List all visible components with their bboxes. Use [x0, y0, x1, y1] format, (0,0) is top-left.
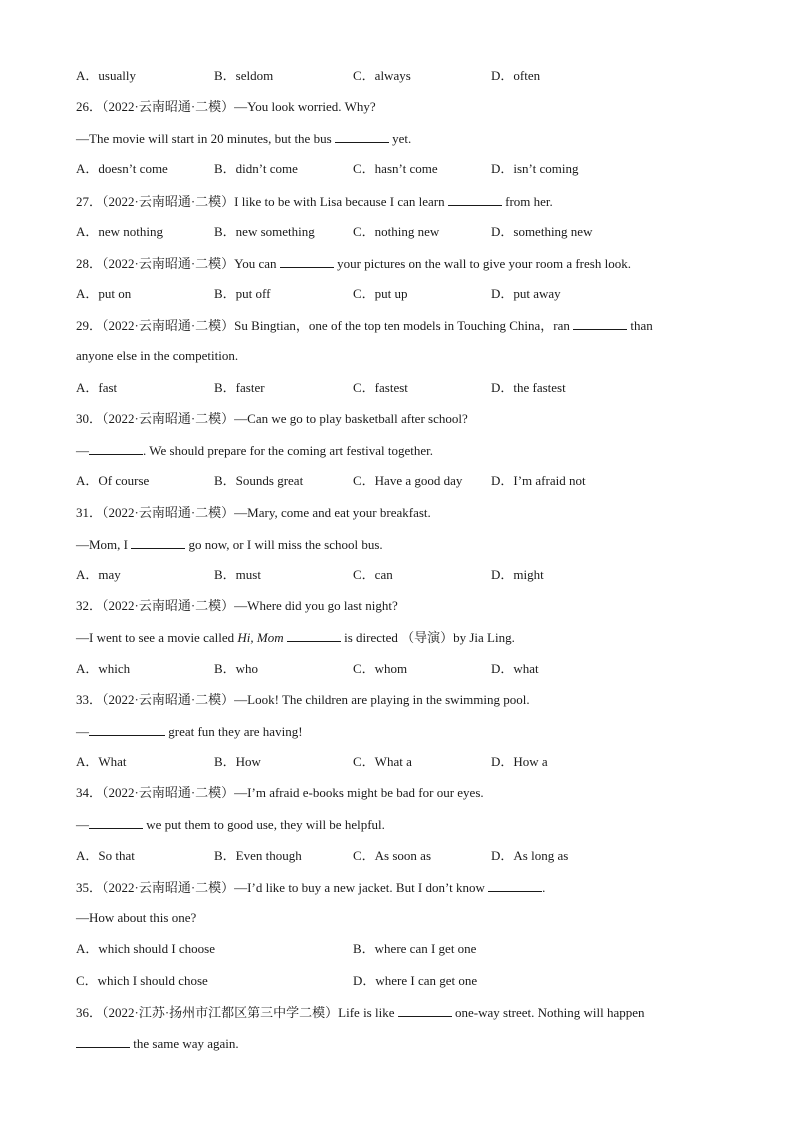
option-d[interactable]: D．I’m afraid not	[491, 473, 586, 488]
option-d[interactable]: D．the fastest	[491, 380, 566, 395]
option-d[interactable]: D．often	[491, 68, 541, 83]
question-stem	[76, 598, 398, 614]
option-b[interactable]: B．must	[214, 567, 261, 582]
option-d[interactable]: D．might	[491, 567, 544, 582]
question-text: —You look worried. Why?	[234, 99, 376, 114]
answer-blank[interactable]	[89, 723, 165, 736]
question-text: —I’m afraid e-books might be bad for our eyes.	[234, 785, 484, 800]
option-b[interactable]: B．Even though	[214, 848, 302, 863]
option-d[interactable]: D．what	[491, 661, 539, 676]
question-stem	[76, 785, 484, 801]
question-text: —How about this one?	[76, 910, 197, 925]
question-number: 35．（2022·云南昭通·二模）	[76, 880, 235, 895]
question-text: Su Bingtian，one of the top ten models in Touching China，ran	[234, 318, 570, 333]
option-c[interactable]: C．fastest	[353, 380, 408, 395]
question-number: 36．（2022·江苏·扬州市江都区第三中学二模）	[76, 1005, 339, 1020]
answer-blank[interactable]	[448, 193, 502, 206]
question-text: —	[76, 443, 89, 458]
question-text: we put them to good use, they will be helpful.	[146, 817, 385, 832]
question-stem	[76, 193, 553, 210]
question-number: 32．（2022·云南昭通·二模）	[76, 598, 235, 613]
question-text: . We should prepare for the coming art festival together.	[143, 443, 434, 458]
question-number: 33．（2022·云南昭通·二模）	[76, 692, 235, 707]
answer-blank[interactable]	[89, 442, 143, 455]
option-c[interactable]: C．As soon as	[353, 848, 432, 863]
answer-blank[interactable]	[398, 1004, 452, 1017]
option-a[interactable]: A．doesn’t come	[76, 161, 168, 176]
option-a[interactable]: A．usually	[76, 68, 136, 83]
question-text: is directed （导演）by Jia Ling.	[344, 630, 515, 645]
question-line	[76, 442, 433, 459]
question-text: —Mary, come and eat your breakfast.	[234, 505, 431, 520]
question-number: 34．（2022·云南昭通·二模）	[76, 785, 235, 800]
question-text: great fun they are having!	[168, 724, 303, 739]
question-text: —Look! The children are playing in the swimming pool.	[234, 692, 530, 707]
option-b[interactable]: B．new something	[214, 224, 315, 239]
question-text: your pictures on the wall to give your room a fresh look.	[337, 256, 631, 271]
option-a[interactable]: A．which	[76, 661, 131, 676]
question-line	[76, 348, 238, 364]
answer-blank[interactable]	[89, 816, 143, 829]
option-a[interactable]: A．new nothing	[76, 224, 164, 239]
option-b[interactable]: B．Sounds great	[214, 473, 304, 488]
question-line	[76, 1035, 239, 1052]
question-text: —Mom, I	[76, 537, 128, 552]
question-text: —I went to see a movie called	[76, 630, 235, 645]
question-text: than	[630, 318, 653, 333]
option-c[interactable]: C．nothing new	[353, 224, 440, 239]
option-a[interactable]: A．So that	[76, 848, 135, 863]
option-b[interactable]: B．didn’t come	[214, 161, 298, 176]
question-text: the same way again.	[133, 1036, 239, 1051]
option-d[interactable]: D．something new	[491, 224, 593, 239]
question-line	[76, 723, 303, 740]
option-b[interactable]: B．seldom	[214, 68, 274, 83]
question-number: 27．（2022·云南昭通·二模）	[76, 194, 235, 209]
option-c[interactable]: C．which I should chose	[76, 973, 208, 988]
option-d[interactable]: D．isn’t coming	[491, 161, 579, 176]
question-stem	[76, 1004, 645, 1021]
question-line	[76, 536, 383, 553]
question-number: 28．（2022·云南昭通·二模）	[76, 256, 235, 271]
option-c[interactable]: C．always	[353, 68, 411, 83]
question-stem	[76, 692, 530, 708]
option-b[interactable]: B．How	[214, 754, 261, 769]
question-line	[76, 910, 196, 926]
answer-blank[interactable]	[488, 879, 542, 892]
question-stem	[76, 99, 376, 115]
option-b[interactable]: B．faster	[214, 380, 265, 395]
question-number: 29．（2022·云南昭通·二模）	[76, 318, 235, 333]
option-a[interactable]: A．put on	[76, 286, 132, 301]
question-stem	[76, 879, 545, 896]
question-line	[76, 130, 411, 147]
question-stem	[76, 505, 431, 521]
option-c[interactable]: C．hasn’t come	[353, 161, 438, 176]
answer-blank[interactable]	[573, 317, 627, 330]
option-c[interactable]: C．can	[353, 567, 393, 582]
option-c[interactable]: C．put up	[353, 286, 408, 301]
question-text: —	[76, 817, 89, 832]
question-text: one-way street. Nothing will happen	[455, 1005, 645, 1020]
question-text: —Can we go to play basketball after school?	[234, 411, 468, 426]
answer-blank[interactable]	[335, 130, 389, 143]
question-line	[76, 816, 385, 833]
option-a[interactable]: A．which should I choose	[76, 941, 216, 956]
option-a[interactable]: A．Of course	[76, 473, 150, 488]
question-number: 30．（2022·云南昭通·二模）	[76, 411, 235, 426]
question-text: —Where did you go last night?	[234, 598, 398, 613]
movie-title: Hi, Mom	[237, 630, 284, 645]
option-c[interactable]: C．What a	[353, 754, 412, 769]
option-b[interactable]: B．who	[214, 661, 259, 676]
question-stem	[76, 411, 468, 427]
question-text: You can	[234, 256, 277, 271]
question-text: —	[76, 724, 89, 739]
question-text: Life is like	[338, 1005, 395, 1020]
answer-blank[interactable]	[76, 1035, 130, 1048]
answer-blank[interactable]	[131, 536, 185, 549]
option-d[interactable]: D．where I can get one	[353, 973, 478, 988]
question-stem	[76, 255, 631, 272]
option-c[interactable]: C．Have a good day	[353, 473, 463, 488]
question-text: anyone else in the competition.	[76, 348, 239, 363]
question-line	[76, 629, 515, 646]
option-a[interactable]: A．fast	[76, 380, 118, 395]
question-text: I like to be with Lisa because I can learn	[234, 194, 445, 209]
question-text: —The movie will start in 20 minutes, but the bus	[76, 131, 332, 146]
option-a[interactable]: A．may	[76, 567, 121, 582]
answer-blank[interactable]	[287, 629, 341, 642]
option-d[interactable]: D．put away	[491, 286, 561, 301]
question-text: yet.	[392, 131, 412, 146]
question-text: go now, or I will miss the school bus.	[188, 537, 383, 552]
option-c[interactable]: C．whom	[353, 661, 408, 676]
question-text: —I’d like to buy a new jacket. But I don’t know	[234, 880, 485, 895]
option-b[interactable]: B．where can I get one	[353, 941, 477, 956]
option-d[interactable]: D．As long as	[491, 848, 569, 863]
question-text: from her.	[505, 194, 553, 209]
question-number: 31．（2022·云南昭通·二模）	[76, 505, 235, 520]
option-b[interactable]: B．put off	[214, 286, 271, 301]
option-a[interactable]: A．What	[76, 754, 127, 769]
question-text: .	[542, 880, 546, 895]
question-stem	[76, 317, 653, 334]
question-number: 26．（2022·云南昭通·二模）	[76, 99, 235, 114]
option-d[interactable]: D．How a	[491, 754, 548, 769]
answer-blank[interactable]	[280, 255, 334, 268]
